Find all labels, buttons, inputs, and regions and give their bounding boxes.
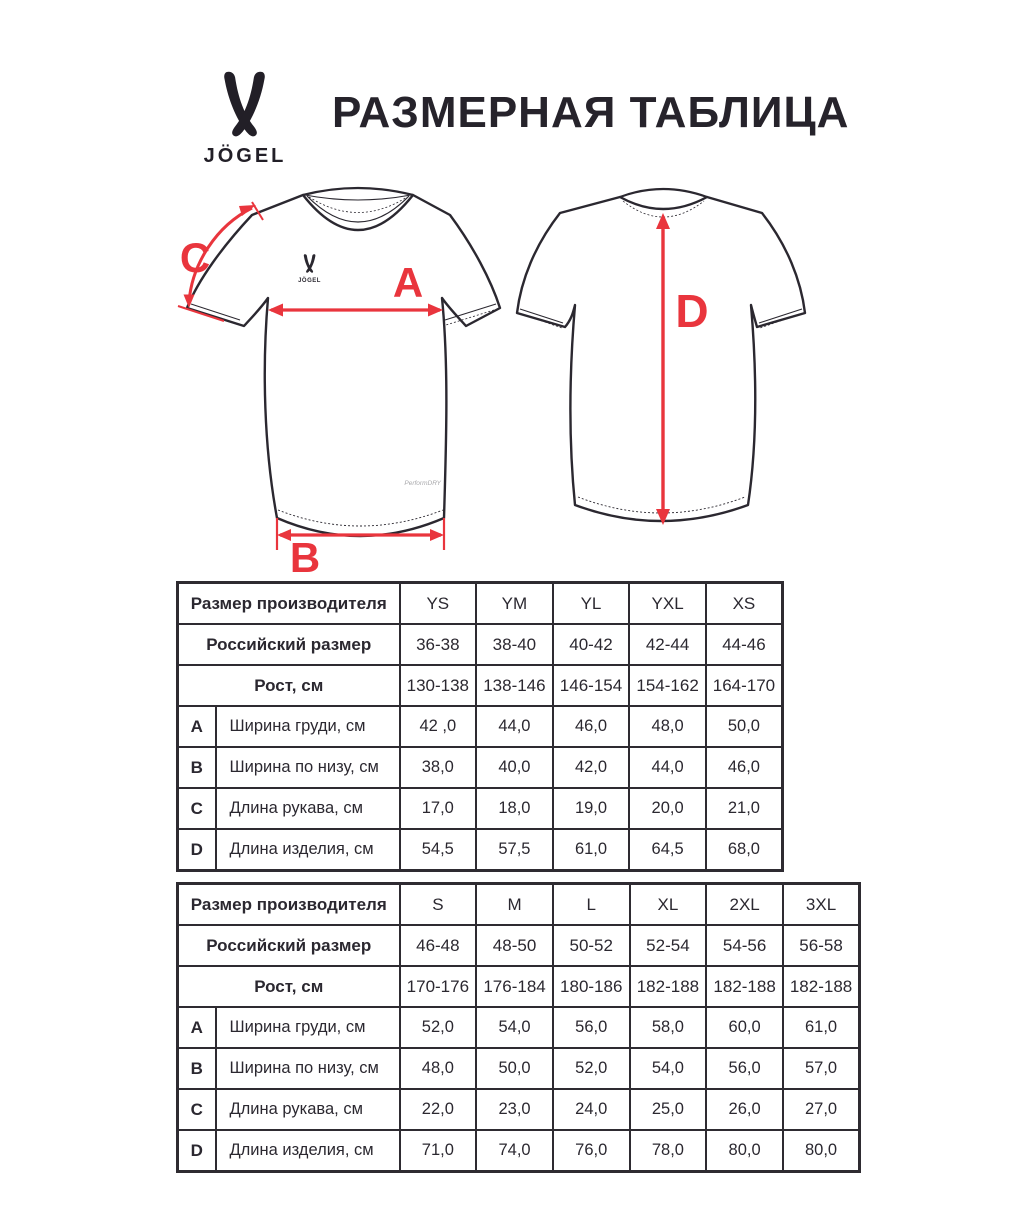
- measure-label: Ширина груди, см: [216, 706, 400, 747]
- collar-back-arc: [305, 195, 411, 200]
- chest-logo-icon: [304, 254, 316, 273]
- measure-letter: C: [178, 1089, 216, 1130]
- table-row-measure-c: [178, 1089, 860, 1130]
- size-range: 46-48: [400, 925, 477, 966]
- size-range: 38-40: [476, 624, 553, 665]
- size-table-adult: [176, 882, 861, 1173]
- measure-value: 44,0: [476, 706, 553, 747]
- table-row-russian-size: [178, 624, 783, 665]
- table-row-measure-c: [178, 788, 783, 829]
- label-d: D: [675, 285, 709, 337]
- measure-value: 44,0: [629, 747, 706, 788]
- hem-stitch: [278, 510, 443, 526]
- chest-logo-text: JÖGEL: [298, 278, 321, 284]
- row-label: Рост, см: [178, 665, 400, 706]
- back-collar-outer: [620, 189, 707, 197]
- size-table-youth: [176, 581, 784, 872]
- measure-value: 56,0: [706, 1048, 783, 1089]
- size-code: 2XL: [706, 884, 783, 926]
- size-range: 36-38: [400, 624, 477, 665]
- height-range: 180-186: [553, 966, 630, 1007]
- row-label: Размер производителя: [178, 583, 400, 625]
- table-row-russian-size: [178, 925, 860, 966]
- measure-letter: D: [178, 829, 216, 871]
- size-range: 44-46: [706, 624, 783, 665]
- height-range: 154-162: [629, 665, 706, 706]
- measure-value: 80,0: [783, 1130, 860, 1172]
- measure-value: 57,5: [476, 829, 553, 871]
- size-range: 56-58: [783, 925, 860, 966]
- measure-label: Ширина по низу, см: [216, 747, 400, 788]
- height-range: 138-146: [476, 665, 553, 706]
- back-shirt-outline: [517, 197, 805, 521]
- row-label: Российский размер: [178, 925, 400, 966]
- size-range: 54-56: [706, 925, 783, 966]
- size-code: XL: [630, 884, 707, 926]
- table-row-height: [178, 966, 860, 1007]
- back-collar-band: [620, 197, 707, 209]
- measure-label: Длина рукава, см: [216, 1089, 400, 1130]
- measure-value: 80,0: [706, 1130, 783, 1172]
- measure-value: 38,0: [400, 747, 477, 788]
- arrow-d: [656, 213, 670, 525]
- measure-value: 17,0: [400, 788, 477, 829]
- label-c: C: [179, 234, 211, 281]
- table-row-measure-b: [178, 1048, 860, 1089]
- measure-value: 60,0: [706, 1007, 783, 1048]
- measure-letter: D: [178, 1130, 216, 1172]
- measure-value: 26,0: [706, 1089, 783, 1130]
- size-code: M: [476, 884, 553, 926]
- table-row-height: [178, 665, 783, 706]
- size-code: S: [400, 884, 477, 926]
- measure-value: 18,0: [476, 788, 553, 829]
- measure-label: Длина изделия, см: [216, 829, 400, 871]
- height-range: 182-188: [706, 966, 783, 1007]
- measure-value: 61,0: [783, 1007, 860, 1048]
- fabric-tech-text: PerformDRY: [404, 480, 441, 487]
- height-range: 176-184: [476, 966, 553, 1007]
- measure-value: 74,0: [476, 1130, 553, 1172]
- measure-value: 64,5: [629, 829, 706, 871]
- height-range: 182-188: [630, 966, 707, 1007]
- measure-letter: B: [178, 747, 216, 788]
- row-label: Российский размер: [178, 624, 400, 665]
- size-code: YL: [553, 583, 630, 625]
- measure-value: 24,0: [553, 1089, 630, 1130]
- size-code: YXL: [629, 583, 706, 625]
- measure-value: 54,0: [630, 1048, 707, 1089]
- measure-value: 48,0: [400, 1048, 477, 1089]
- table-row-manufacturer-size: [178, 583, 783, 625]
- table-row-measure-a: [178, 706, 783, 747]
- measure-label: Длина изделия, см: [216, 1130, 400, 1172]
- measure-value: 76,0: [553, 1130, 630, 1172]
- measure-value: 40,0: [476, 747, 553, 788]
- size-code: XS: [706, 583, 783, 625]
- height-range: 146-154: [553, 665, 630, 706]
- size-range: 40-42: [553, 624, 630, 665]
- measure-value: 25,0: [630, 1089, 707, 1130]
- measure-letter: C: [178, 788, 216, 829]
- size-code: YM: [476, 583, 553, 625]
- height-range: 164-170: [706, 665, 783, 706]
- measure-value: 48,0: [629, 706, 706, 747]
- measure-value: 22,0: [400, 1089, 477, 1130]
- measure-value: 23,0: [476, 1089, 553, 1130]
- measure-value: 54,5: [400, 829, 477, 871]
- measure-value: 42,0: [553, 747, 630, 788]
- row-label: Размер производителя: [178, 884, 400, 926]
- table-row-manufacturer-size: [178, 884, 860, 926]
- label-b: B: [289, 534, 321, 578]
- size-code: YS: [400, 583, 477, 625]
- measure-value: 21,0: [706, 788, 783, 829]
- front-shirt-diagram: [168, 168, 513, 578]
- measure-value: 52,0: [400, 1007, 477, 1048]
- size-range: 48-50: [476, 925, 553, 966]
- measure-value: 42 ,0: [400, 706, 477, 747]
- measure-value: 19,0: [553, 788, 630, 829]
- page-title: РАЗМЕРНАЯ ТАБЛИЦА: [332, 88, 850, 137]
- measure-label: Ширина груди, см: [216, 1007, 400, 1048]
- measure-label: Длина рукава, см: [216, 788, 400, 829]
- measure-value: 46,0: [706, 747, 783, 788]
- measure-value: 20,0: [629, 788, 706, 829]
- height-range: 182-188: [783, 966, 860, 1007]
- measure-value: 54,0: [476, 1007, 553, 1048]
- jogel-logo-icon: [221, 71, 268, 138]
- height-range: 130-138: [400, 665, 477, 706]
- size-code: L: [553, 884, 630, 926]
- front-shirt-outline: [187, 195, 500, 536]
- table-row-measure-d: [178, 829, 783, 871]
- measure-value: 58,0: [630, 1007, 707, 1048]
- measure-value: 78,0: [630, 1130, 707, 1172]
- measure-value: 50,0: [706, 706, 783, 747]
- table-row-measure-d: [178, 1130, 860, 1172]
- collar-outer-arc: [303, 188, 413, 195]
- row-label: Рост, см: [178, 966, 400, 1007]
- measure-letter: A: [178, 706, 216, 747]
- size-range: 50-52: [553, 925, 630, 966]
- measure-value: 56,0: [553, 1007, 630, 1048]
- size-code: 3XL: [783, 884, 860, 926]
- measure-label: Ширина по низу, см: [216, 1048, 400, 1089]
- back-shirt-diagram: [505, 175, 855, 545]
- height-range: 170-176: [400, 966, 477, 1007]
- measure-letter: A: [178, 1007, 216, 1048]
- table-row-measure-a: [178, 1007, 860, 1048]
- measure-value: 50,0: [476, 1048, 553, 1089]
- measure-value: 71,0: [400, 1130, 477, 1172]
- size-range: 52-54: [630, 925, 707, 966]
- measure-value: 68,0: [706, 829, 783, 871]
- measure-value: 57,0: [783, 1048, 860, 1089]
- label-a: A: [392, 259, 424, 306]
- measure-letter: B: [178, 1048, 216, 1089]
- jogel-wordmark: JÖGEL: [203, 145, 287, 167]
- size-range: 42-44: [629, 624, 706, 665]
- measure-value: 27,0: [783, 1089, 860, 1130]
- table-row-measure-b: [178, 747, 783, 788]
- measure-value: 61,0: [553, 829, 630, 871]
- measure-value: 52,0: [553, 1048, 630, 1089]
- measure-value: 46,0: [553, 706, 630, 747]
